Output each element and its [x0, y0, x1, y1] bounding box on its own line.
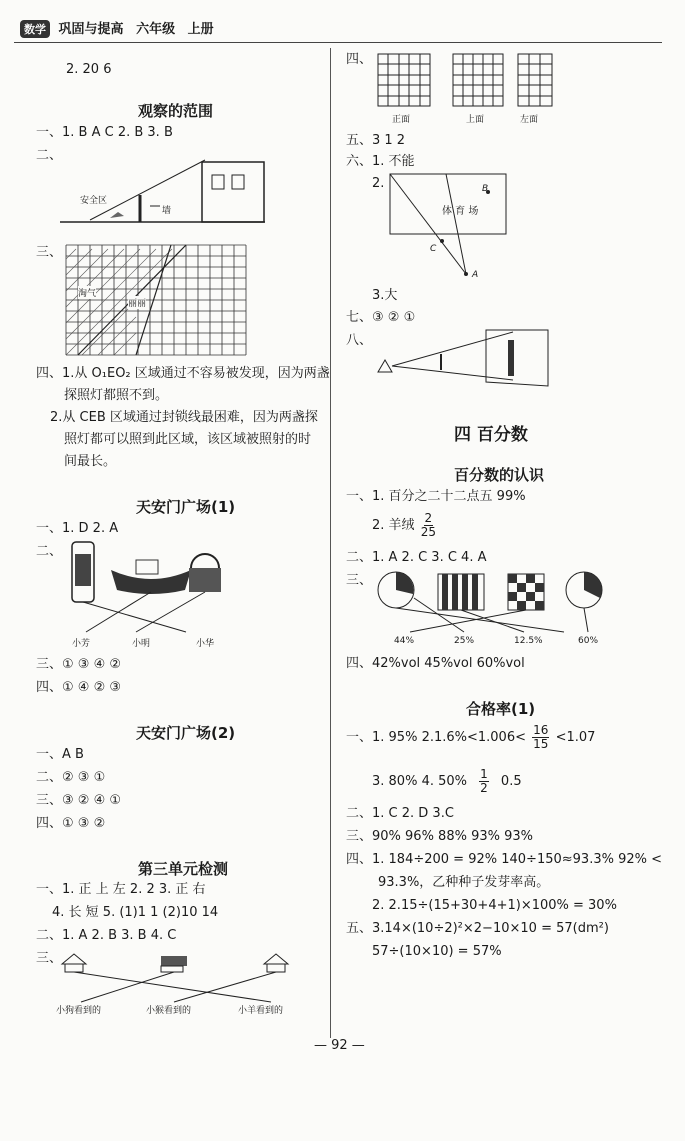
answer-r5: 五、3 1 2: [346, 133, 406, 148]
answer-top: 2. 20 6: [66, 62, 112, 77]
answer-1-4-1: 四、1.从 O₁EO₂ 区域通过不容易被发现，因为两盏: [36, 366, 330, 381]
chapter-title-percent: 四 百分数: [454, 425, 528, 445]
answer-6-3: 三、90% 96% 88% 93% 93%: [346, 829, 534, 844]
answer-2-3: 三、① ③ ④ ②: [36, 657, 122, 672]
header-rule: [14, 42, 662, 43]
section-title-tiananmen-2: 天安门广场(2): [136, 724, 236, 742]
answer-6-1-3-prefix: 3. 80% 4. 50%: [372, 774, 467, 789]
matching-diagram-views: [56, 950, 296, 1005]
name-xiaohua: 小华: [196, 639, 215, 649]
answer-5-3-label: 三、: [346, 573, 373, 588]
point-a: A: [472, 270, 479, 280]
answer-6-5b: 57÷(10×10) = 57%: [372, 944, 502, 959]
volume-label: 上册: [187, 22, 214, 37]
answer-1-4-1b: 探照灯都照不到。: [64, 388, 169, 403]
stadium-diagram: [390, 174, 510, 284]
answer-5-4: 四、42%vol 45%vol 60%vol: [346, 656, 525, 671]
answer-r6-1: 六、1. 不能: [346, 154, 415, 169]
answer-5-1: 一、1. 百分之二十二点五 99%: [346, 489, 526, 504]
section-title-tiananmen-1: 天安门广场(1): [136, 498, 236, 516]
percent-60: 60%: [578, 636, 599, 646]
fraction-16-15: [532, 724, 549, 751]
name-xiaoming: 小明: [132, 639, 151, 649]
view-dog: 小狗看到的: [56, 1006, 102, 1016]
percent-44: 44%: [394, 636, 415, 646]
percent-12-5: 12.5%: [514, 636, 543, 646]
answer-1-4-2b: 照灯都可以照到此区域，该区域被照射的时: [64, 432, 312, 447]
answer-6-1-3-suffix: 0.5: [500, 774, 522, 789]
grid-diagram: [66, 245, 246, 355]
answer-5-1-2-prefix: 2. 羊绒: [372, 518, 415, 533]
answer-1-1: 一、1. B A C 2. B 3. B: [36, 125, 173, 140]
label-lili: 丽丽: [128, 296, 146, 309]
answer-1-4-2c: 间最长。: [64, 454, 117, 469]
page-number: — 92 —: [314, 1038, 365, 1053]
label-safe-zone: 安全区: [80, 196, 108, 206]
answer-6-4-1b: 93.3%，乙种种子发芽率高。: [378, 875, 550, 890]
fraction-denominator: 25: [420, 525, 436, 539]
answer-2-4: 四、① ④ ② ③: [36, 680, 122, 695]
point-c: C: [430, 244, 437, 254]
projection-diagram: [378, 326, 548, 386]
fraction-numerator: 1: [480, 767, 488, 781]
answer-5-1-2: [372, 512, 438, 539]
grade-label: 六年级: [136, 22, 176, 37]
answer-2-1: 一、1. D 2. A: [36, 521, 119, 536]
answer-r4-label: 四、: [346, 52, 373, 67]
fraction-numerator: 2: [424, 511, 433, 525]
answer-6-1-3: [372, 768, 522, 795]
view-top: 上面: [466, 115, 485, 125]
book-logo: 数学: [20, 20, 50, 38]
fraction-2-25: [421, 512, 436, 539]
view-front: 正面: [392, 115, 411, 125]
fraction-numerator: 16: [533, 723, 549, 737]
fraction-denominator: 15: [533, 737, 549, 751]
answer-r8-label: 八、: [346, 333, 373, 348]
answer-3-4: 四、① ③ ②: [36, 816, 106, 831]
answer-r6-2-label: 2.: [372, 176, 385, 191]
view-left: 左面: [520, 115, 539, 125]
answer-6-4-2: 2. 2.15÷(15+30+4+1)×100% = 30%: [372, 898, 617, 913]
answer-4-3-label: 三、: [36, 951, 63, 966]
answer-1-2-label: 二、: [36, 148, 63, 163]
answer-4-1: 一、1. 正 上 左 2. 2 3. 正 右: [36, 882, 206, 897]
name-xiaofang: 小芳: [72, 639, 91, 649]
book-title: 巩固与提高: [58, 22, 124, 37]
answer-r6-3: 3.大: [372, 288, 398, 303]
fraction-1-2: [479, 768, 489, 795]
fraction-denominator: 2: [480, 781, 488, 795]
view-monkey: 小猴看到的: [146, 1006, 192, 1016]
section-title-percent-intro: 百分数的认识: [454, 466, 545, 484]
answer-1-3-label: 三、: [36, 245, 63, 260]
answer-3-3: 三、③ ② ④ ①: [36, 793, 122, 808]
answer-2-2-label: 二、: [36, 544, 63, 559]
stadium-label: 体 育 场: [442, 206, 479, 217]
answer-4-1b: 4. 长 短 5. (1)1 1 (2)10 14: [52, 905, 219, 920]
section-title-unit3-test: 第三单元检测: [138, 860, 229, 878]
column-divider: [330, 48, 331, 1038]
percent-25: 25%: [454, 636, 475, 646]
answer-4-2: 二、1. A 2. B 3. B 4. C: [36, 928, 177, 943]
answer-6-5: 五、3.14×(10÷2)²×2−10×10 = 57(dm²): [346, 921, 609, 936]
three-views-grids: [378, 54, 553, 110]
answer-1-4-2: 2.从 CEB 区域通过封锁线最困难，因为两盏探: [50, 410, 318, 425]
section-title-pass-rate-1: 合格率(1): [466, 700, 536, 718]
section-title-observation: 观察的范围: [138, 102, 214, 120]
view-sheep: 小羊看到的: [238, 1006, 284, 1016]
answer-6-1: [346, 724, 595, 751]
answer-3-2: 二、② ③ ①: [36, 770, 106, 785]
answer-6-1-suffix: <1.07: [555, 730, 596, 745]
label-wall: 墙: [162, 206, 172, 216]
matching-diagram-objects: [66, 540, 246, 635]
answer-r7: 七、③ ② ①: [346, 310, 416, 325]
answer-5-2: 二、1. A 2. C 3. C 4. A: [346, 550, 487, 565]
page-header: [20, 18, 214, 38]
answer-3-1: 一、A B: [36, 747, 84, 762]
answer-6-1-prefix: 一、1. 95% 2.1.6%<1.006<: [346, 730, 526, 745]
answer-6-4-1: 四、1. 184÷200 = 92% 140÷150≈93.3% 92% <: [346, 852, 662, 867]
point-b: B: [482, 184, 489, 194]
label-taoqi: 淘气: [78, 286, 96, 299]
answer-6-2: 二、1. C 2. D 3.C: [346, 806, 454, 821]
